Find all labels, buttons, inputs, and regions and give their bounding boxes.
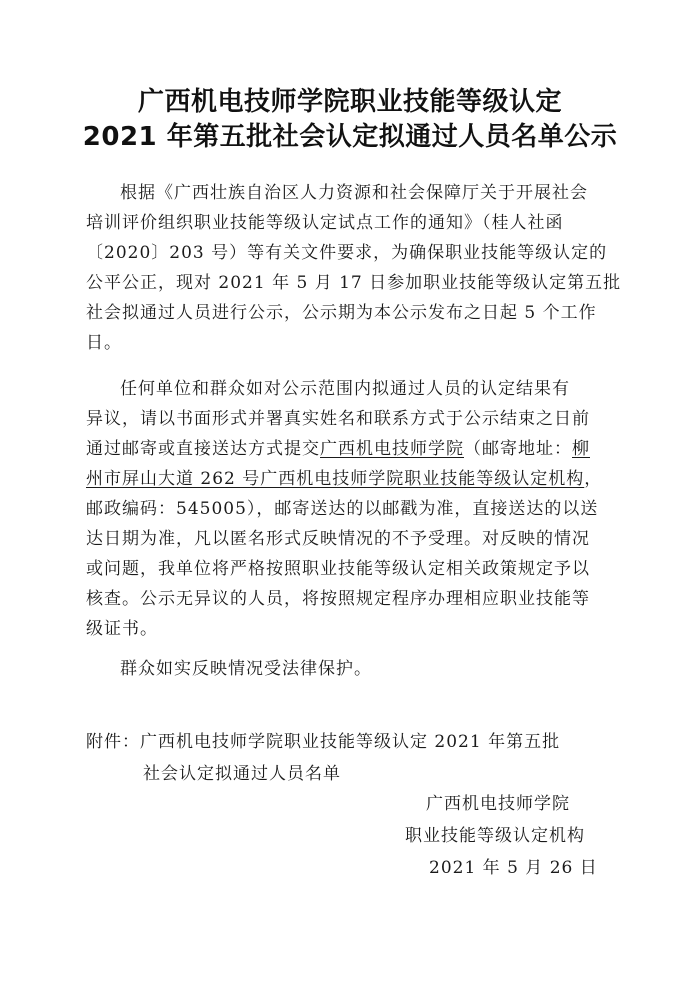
institution-name: 广西机电技师学院 (320, 439, 464, 459)
paragraph-line: 日。 (86, 333, 122, 353)
paragraph-line: 达日期为准，凡以匿名形式反映情况的不予受理。对反映的情况 (86, 529, 590, 549)
paragraph-legal-protection (86, 654, 614, 684)
signature-organization: 广西机电技师学院 (426, 794, 570, 814)
page-title: 广西机电技师学院职业技能等级认定 (137, 87, 562, 117)
paragraph-line: 社会拟通过人员进行公示，公示期为本公示发布之日起 5 个工作 (86, 303, 597, 323)
paragraph-line: 任何单位和群众如对公示范围内拟通过人员的认定结果有 (120, 379, 570, 399)
paragraph-line: 异议，请以书面形式并署真实姓名和联系方式于公示结束之日前 (86, 409, 590, 429)
paragraph-basis (86, 178, 622, 358)
paragraph-line (86, 434, 614, 464)
attachment-note-continued: 社会认定拟通过人员名单 (143, 764, 341, 784)
paragraph-line: 核查。公示无异议的人员，将按照规定程序办理相应职业技能等 (86, 589, 590, 609)
page-subtitle: 2021 年第五批社会认定拟通过人员名单公示 (82, 122, 618, 152)
paragraph-text: ， (584, 469, 603, 489)
paragraph-objection (86, 374, 614, 644)
paragraph-line: 〔2020〕203 号）等有关文件要求，为确保职业技能等级认定的 (86, 243, 608, 263)
paragraph-line: 公平公正，现对 2021 年 5 月 17 日参加职业技能等级认定第五批 (86, 273, 622, 293)
mailing-address: 州市屏山大道 262 号广西机电技师学院职业技能等级认定机构 (86, 469, 585, 489)
paragraph-text: 通过邮寄或直接送达方式提交 (86, 439, 320, 459)
attachment-note: 附件：广西机电技师学院职业技能等级认定 2021 年第五批 (86, 732, 561, 752)
paragraph-line: 或问题，我单位将严格按照职业技能等级认定相关政策规定予以 (86, 559, 590, 579)
mailing-address-start: 柳 (572, 439, 590, 459)
paragraph-line: 培训评价组织职业技能等级认定试点工作的通知》（桂人社函 (86, 213, 564, 233)
paragraph-line (86, 464, 614, 494)
signature-date: 2021 年 5 月 26 日 (429, 858, 598, 878)
signature-department: 职业技能等级认定机构 (405, 826, 585, 846)
paragraph-line: 群众如实反映情况受法律保护。 (120, 659, 372, 679)
paragraph-line: 级证书。 (86, 619, 158, 639)
paragraph-text: （邮寄地址： (464, 439, 572, 459)
paragraph-line: 邮政编码：545005），邮寄送达的以邮戳为准，直接送达的以送 (86, 499, 599, 519)
paragraph-line: 根据《广西壮族自治区人力资源和社会保障厅关于开展社会 (120, 183, 588, 203)
